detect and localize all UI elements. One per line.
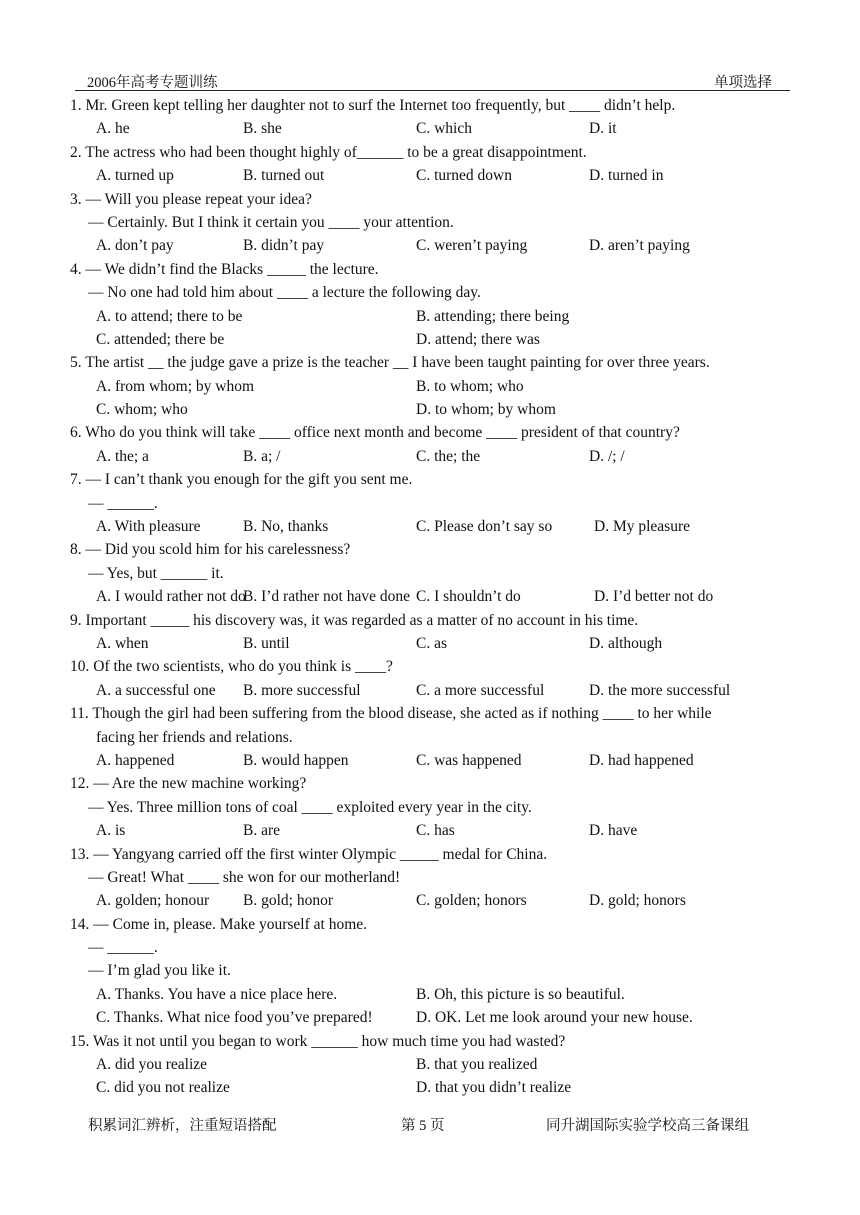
option-row — [70, 117, 800, 140]
question-stem: 10. Of the two scientists, who do you think is ____? — [70, 658, 393, 676]
answer-option: C. has — [416, 822, 455, 840]
answer-option: A. Thanks. You have a nice place here. — [96, 985, 338, 1003]
question-stem-continued: — Certainly. But I think it certain you ____ your attention. — [88, 213, 454, 231]
answer-option: A. turned up — [96, 167, 174, 185]
footer-school: 同升湖国际实验学校高三备课组 — [546, 1118, 749, 1134]
question-stem: 6. Who do you think will take ____ office next month and become ____ president of that country? — [70, 424, 680, 442]
answer-option: A. to attend; there to be — [96, 307, 243, 325]
answer-option: B. she — [243, 120, 282, 138]
answer-option: B. would happen — [243, 751, 349, 769]
question-stem: 11. Though the girl had been suffering from the blood disease, she acted as if nothing ____ to her while — [70, 705, 712, 723]
question-stem: 14. — Come in, please. Make yourself at home. — [70, 915, 368, 933]
header-section: 单项选择 — [714, 75, 772, 91]
answer-option: C. weren’t paying — [416, 237, 528, 255]
answer-option: C. did you not realize — [96, 1079, 230, 1097]
option-row — [70, 234, 800, 257]
answer-option: C. turned down — [416, 167, 513, 185]
answer-option: D. to whom; by whom — [416, 401, 556, 419]
question-stem: 15. Was it not until you began to work ______ how much time you had wasted? — [70, 1032, 566, 1050]
header-title: 2006年高考专题训练 — [87, 75, 218, 91]
answer-option: B. are — [243, 822, 281, 840]
question — [70, 655, 800, 702]
answer-option: B. I’d rather not have done — [243, 588, 410, 606]
answer-option: A. is — [96, 822, 126, 840]
question-list — [70, 94, 800, 1100]
answer-option: A. happened — [96, 751, 175, 769]
question-stem-continued: — ______. — [88, 939, 158, 957]
answer-option: A. I would rather not do — [96, 588, 246, 606]
question — [70, 913, 800, 1030]
question — [70, 351, 800, 421]
answer-option: A. did you realize — [96, 1056, 208, 1074]
answer-option: B. a; / — [243, 447, 281, 465]
answer-option: B. more successful — [243, 681, 361, 699]
answer-option: D. that you didn’t realize — [416, 1079, 572, 1097]
option-row — [70, 585, 800, 608]
question-stem-continued: — No one had told him about ____ a lecture the following day. — [88, 284, 481, 302]
question-stem: 5. The artist __ the judge gave a prize is the teacher __ I have been taught painting for over three years. — [70, 354, 710, 372]
answer-option: A. a successful one — [96, 681, 216, 699]
option-row — [70, 679, 800, 702]
answer-option: C. a more successful — [416, 681, 545, 699]
question-stem: 9. Important _____ his discovery was, it was regarded as a matter of no account in his time. — [70, 611, 639, 629]
answer-option: A. golden; honour — [96, 892, 210, 910]
option-row — [70, 632, 800, 655]
answer-option: B. No, thanks — [243, 518, 329, 536]
answer-option: B. turned out — [243, 167, 325, 185]
option-row — [70, 889, 800, 912]
answer-option: A. the; a — [96, 447, 149, 465]
answer-option: C. which — [416, 120, 472, 138]
answer-option: D. the more successful — [589, 681, 731, 699]
answer-option: C. whom; who — [96, 401, 188, 419]
answer-option: A. don’t pay — [96, 237, 174, 255]
question — [70, 538, 800, 608]
option-row — [70, 819, 800, 842]
question-stem: 3. — Will you please repeat your idea? — [70, 190, 312, 208]
question-stem: 7. — I can’t thank you enough for the gift you sent me. — [70, 471, 413, 489]
answer-option: C. Please don’t say so — [416, 518, 553, 536]
question — [70, 702, 800, 772]
question-stem: 2. The actress who had been thought highly of______ to be a great disappointment. — [70, 143, 587, 161]
question — [70, 258, 800, 352]
question — [70, 772, 800, 842]
answer-option: D. it — [589, 120, 617, 138]
answer-option: D. had happened — [589, 751, 694, 769]
question-stem-continued: — I’m glad you like it. — [88, 962, 231, 980]
question — [70, 1030, 800, 1100]
question-stem: 8. — Did you scold him for his carelessness? — [70, 541, 351, 559]
answer-option: C. as — [416, 634, 447, 652]
footer-slogan: 积累词汇辨析，注重短语搭配 — [88, 1118, 277, 1134]
question — [70, 609, 800, 656]
question-stem-continued: — Great! What ____ she won for our motherland! — [88, 868, 401, 886]
answer-option: A. when — [96, 634, 149, 652]
question-stem-continued: — ______. — [88, 494, 158, 512]
answer-option: B. until — [243, 634, 290, 652]
answer-option: D. aren’t paying — [589, 237, 690, 255]
option-row — [70, 305, 800, 328]
question — [70, 421, 800, 468]
answer-option: D. /; / — [589, 447, 625, 465]
question-stem-continued: — Yes, but ______ it. — [88, 564, 224, 582]
answer-option: D. I’d better not do — [594, 588, 714, 606]
question-stem: 1. Mr. Green kept telling her daughter not to surf the Internet too frequently, but ____ didn’t help. — [70, 97, 676, 114]
option-row — [70, 1053, 800, 1076]
answer-option: D. OK. Let me look around your new house. — [416, 1009, 693, 1027]
question — [70, 94, 800, 141]
answer-option: D. have — [589, 822, 638, 840]
answer-option: B. Oh, this picture is so beautiful. — [416, 985, 625, 1003]
answer-option: C. Thanks. What nice food you’ve prepared! — [96, 1009, 373, 1027]
option-row — [70, 398, 800, 421]
answer-option: A. With pleasure — [96, 518, 201, 536]
footer-page-number: 第 5 页 — [401, 1118, 445, 1134]
option-row — [70, 983, 800, 1006]
answer-option: D. gold; honors — [589, 892, 686, 910]
option-row — [70, 1006, 800, 1029]
answer-option: C. was happened — [416, 751, 522, 769]
answer-option: B. that you realized — [416, 1056, 538, 1074]
question-stem-continued: facing her friends and relations. — [96, 728, 293, 746]
answer-option: D. turned in — [589, 167, 664, 185]
answer-option: A. from whom; by whom — [96, 377, 255, 395]
question — [70, 843, 800, 913]
answer-option: C. I shouldn’t do — [416, 588, 521, 606]
answer-option: C. attended; there be — [96, 330, 225, 348]
question — [70, 141, 800, 188]
answer-option: C. golden; honors — [416, 892, 527, 910]
answer-option: C. the; the — [416, 447, 481, 465]
option-row — [70, 328, 800, 351]
option-row — [70, 445, 800, 468]
option-row — [70, 164, 800, 187]
answer-option: B. didn’t pay — [243, 237, 325, 255]
answer-option: B. gold; honor — [243, 892, 333, 910]
option-row — [70, 515, 800, 538]
answer-option: B. attending; there being — [416, 307, 570, 325]
answer-option: A. he — [96, 120, 130, 138]
question — [70, 188, 800, 258]
answer-option: D. although — [589, 634, 663, 652]
option-row — [70, 1076, 800, 1099]
answer-option: D. My pleasure — [594, 518, 690, 536]
question — [70, 468, 800, 538]
answer-option: D. attend; there was — [416, 330, 540, 348]
question-stem-continued: — Yes. Three million tons of coal ____ exploited every year in the city. — [88, 798, 532, 816]
question-stem: 13. — Yangyang carried off the first winter Olympic _____ medal for China. — [70, 845, 548, 863]
option-row — [70, 375, 800, 398]
answer-option: B. to whom; who — [416, 377, 524, 395]
option-row — [70, 749, 800, 772]
page-header — [75, 70, 790, 91]
question-stem: 12. — Are the new machine working? — [70, 775, 307, 793]
question-stem: 4. — We didn’t find the Blacks _____ the lecture. — [70, 260, 379, 278]
